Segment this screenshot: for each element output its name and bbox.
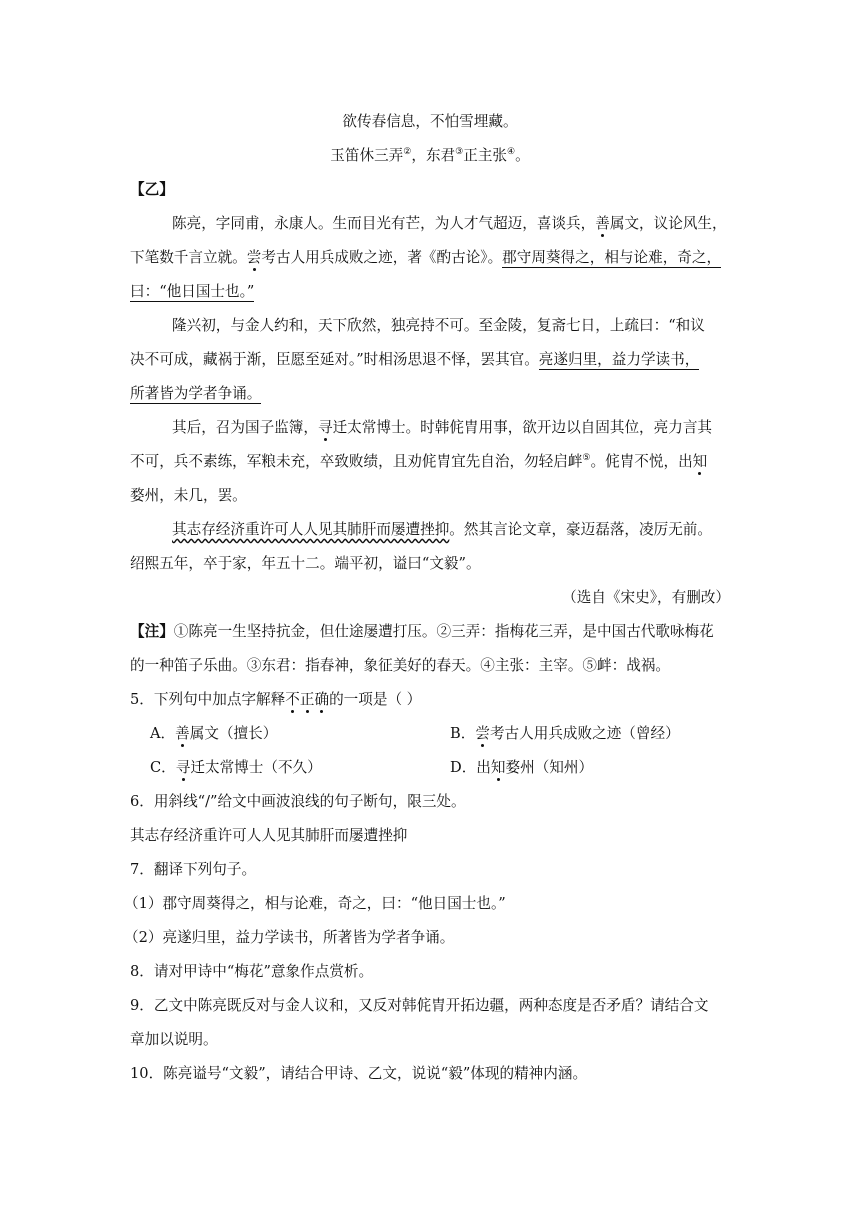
question-7-item-2: （2）亮遂归里，益力学读书，所著皆为学者争诵。 [124,929,455,946]
option-b[interactable]: B．尝考古人用兵成败之迹（曾经） [450,725,680,742]
poem-line: 欲传春信息，不怕雪埋藏。 [342,113,518,130]
dotted-char: 不 [285,691,300,708]
dotted-char: 善 [595,215,610,232]
question-5-options-row [150,758,730,778]
dotted-char: 寻 [317,419,333,436]
question-9-stem: 9．乙文中陈亮既反对与金人议和，又反对韩侂胄开拓边疆，两种态度是否矛盾？请结合文 [130,997,709,1014]
question-5-stem: 5．下列句中加点字解释不正确的一项是（ ） [130,691,422,708]
dotted-char: 确 [314,691,330,708]
passage-line: 其志存经济重许可人人见其肺肝而屡遭挫抑。然其言论文章，豪迈磊落，凌厉无前。 [172,521,712,538]
option-c[interactable]: C．寻迁太常博士（不久） [150,759,322,776]
dotted-char: 善 [175,725,190,742]
dotted-char: 知 [692,453,708,470]
dotted-char: 寻 [175,759,191,776]
question-7-item-1: （1）郡守周葵得之，相与论难，奇之，曰：“他日国士也。” [124,895,506,912]
note-line: 【注】①陈亮一生坚持抗金，但仕途屡遭打压。②三弄：指梅花三弄，是中国古代歌咏梅花 [130,623,714,640]
section-label-yi: 【乙】 [130,181,174,198]
question-6-sentence: 其志存经济重许可人人见其肺肝而屡遭挫抑 [130,827,408,844]
passage-line: 婺州，未几，罢。 [130,487,247,504]
question-10-stem: 10．陈亮谥号“文毅”，请结合甲诗、乙文，说说“毅”体现的精神内涵。 [130,1065,588,1082]
underlined-sentence: 所著皆为学者争诵。 [130,385,262,402]
passage-line: 绍熙五年，卒于家，年五十二。端平初，谥曰“文毅”。 [130,555,481,572]
passage-line: 其后，召为国子监簿，寻迁太常博士。时韩侂胄用事，欲开边以自固其位，亮力言其 [172,419,713,436]
poem-line: 玉笛休三弄②，东君③正主张④。 [330,147,530,164]
underlined-sentence: 郡守周葵得之，相与论难，奇之， [502,249,722,266]
passage-line: 下笔数千言立就。尝考古人用兵成败之迹，著《酌古论》。郡守周葵得之，相与论难，奇之， [130,249,722,266]
passage-line: 陈亮，字同甫，永康人。生而目光有芒，为人才气超迈，喜谈兵，善属文，议论风生， [172,215,727,232]
wavy-underlined-sentence: 其志存经济重许可人人见其肺肝而屡遭挫抑 [172,521,450,538]
dotted-char: 正 [299,691,315,708]
question-8-stem: 8．请对甲诗中“梅花”意象作点赏析。 [130,963,374,980]
note-line: 的一种笛子乐曲。③东君：指春神，象征美好的春天。④主张：主宰。⑤衅：战祸。 [130,657,670,674]
dotted-char: 尝 [246,249,262,266]
passage-line: 决不可成，藏祸于渐，臣愿至延对。”时相汤思退不怿，罢其官。亮遂归里，益力学读书， [130,351,700,368]
question-9-stem-cont: 章加以说明。 [130,1031,218,1048]
dotted-char: 知 [490,759,506,776]
underlined-sentence: 曰：“他日国士也。” [130,283,255,300]
question-7-stem: 7．翻译下列句子。 [130,861,257,878]
note-label: 【注】 [130,623,174,640]
option-a[interactable]: A．善属文（擅长） [150,725,278,742]
question-6-stem: 6．用斜线“/”给文中画波浪线的句子断句，限三处。 [130,793,466,810]
passage-line [130,384,730,404]
dotted-char: 尝 [475,725,490,742]
passage-line: 隆兴初，与金人约和，天下欣然，独亮持不可。至金陵，复斋七日，上疏曰：“和议 [172,317,705,334]
source-citation: （选自《宋史》，有删改） [562,589,730,606]
passage-line [130,282,730,302]
question-5-options-row [150,724,730,744]
option-d[interactable]: D．出知婺州（知州） [450,759,594,776]
passage-line: 不可，兵不素练，军粮未充，卒致败绩，且劝侂胄宜先自治，勿轻启衅⑤。侂胄不悦，出知 [130,453,708,470]
underlined-sentence: 亮遂归里，益力学读书， [538,351,700,368]
